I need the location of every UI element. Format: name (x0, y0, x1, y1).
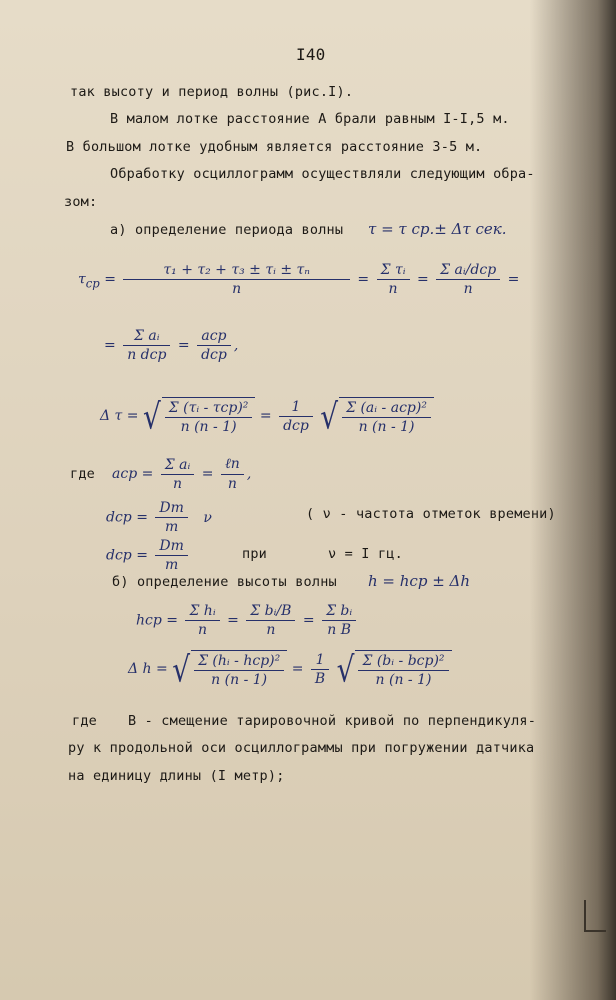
where-label-2: где (72, 713, 97, 729)
section-a-heading: а) определение периода волны (110, 222, 344, 238)
acp-formula: aср = $\frac{\text{Σ aᵢ}}{n}$ = $\frac{\text{ℓn}}{n}$ , (112, 456, 252, 492)
where-label-1: где (70, 466, 95, 482)
period-formula: τ = τ ср.± Δτ сек. (368, 220, 507, 238)
corner-mark (584, 900, 606, 932)
section-b-heading: б) определение высоты волны (112, 574, 337, 590)
text-line-3: В большом лотке удобным является расстояние 3-5 м. (66, 139, 483, 155)
nu-equals-note: ν = I гц. (328, 546, 403, 562)
delta-tau-formula: Δ τ = √ $\frac{\text{Σ (τᵢ - τср)²}}{n (n - 1)}$ = $\frac{1}{\text{dср}}$ √ $\frac{\text{Σ (aᵢ - aср)²}}{n (n - 1)}$ (100, 397, 434, 435)
definition-line-2: ру к продольной оси осциллограммы при погружении датчика (68, 740, 535, 756)
hcp-formula: hср = $\frac{\text{Σ hᵢ}}{n}$ = $\frac{\text{Σ bᵢ/B}}{n}$ = $\frac{\text{Σ bᵢ}}{\text{n B}}$ (136, 603, 359, 638)
height-formula: h = hср ± Δh (368, 572, 471, 590)
text-line-5: зом: (64, 194, 98, 210)
dcp-formula-2: dср = $\frac{Dm}{m}$ (106, 538, 191, 573)
text-line-4: Обработку осциллограмм осуществляли следующим обра- (110, 166, 535, 182)
delta-h-formula: Δ h = √ $\frac{\text{Σ (hᵢ - hср)²}}{n (n - 1)}$ = $\frac{1}{B}$ √ $\frac{\text{Σ (bᵢ - bср)²}}{n (n - 1)}$ (128, 650, 452, 688)
tau-mean-formula: $\tau_{ср}$ = $\frac{\text{τ₁ + τ₂ + τ₃ ± τᵢ ± τₙ}}{n}$ = $\frac{\text{Σ τᵢ}}{n}$ = $\frac{\text{Σ aᵢ/dср}}{n}$ = (78, 262, 520, 297)
page-number: I40 (296, 45, 326, 64)
definition-line-1: B - смещение тарировочной кривой по перпендикуля- (128, 713, 537, 729)
dcp-formula-1: dср = $\frac{Dm}{m}$ ν (106, 500, 212, 535)
text-line-2: В малом лотке расстояние A брали равным I-I,5 м. (110, 111, 510, 127)
definition-line-3: на единицу длины (I метр); (68, 768, 285, 784)
text-line-1: так высоту и период волны (рис.I). (70, 84, 354, 100)
at-label: при (242, 546, 267, 562)
time-marks-note: ( ν - частота отметок времени) (306, 506, 556, 522)
tau-mean-formula-cont: = $\frac{\text{Σ aᵢ}}{\text{n dср}}$ = $\frac{\text{aср}}{\text{dср}}$ , (104, 328, 239, 363)
